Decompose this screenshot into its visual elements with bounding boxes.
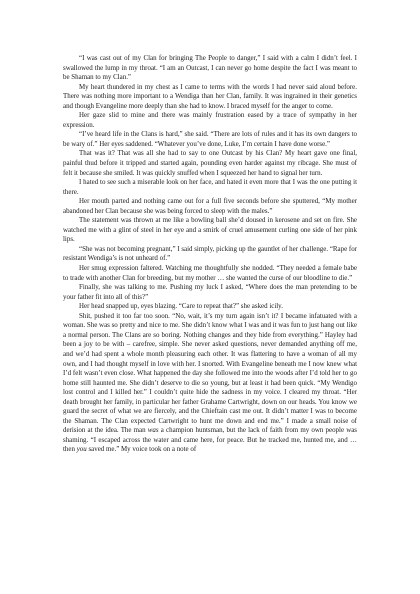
body-paragraph (63, 302, 357, 312)
paragraph-text: The statement was thrown at me like a bowling ball she’d doused in kerosene and set on fire. She watched me with a glint of steel in her eye and a smirk of cruel amusement curling one side of her pink lips. (63, 216, 357, 244)
paragraph-text: Her gaze slid to mine and there was mainly frustration eased by a trace of sympathy in her expression. (63, 111, 357, 129)
paragraph-text: My heart thundered in my chest as I came to terms with the words I had never said aloud before. There was nothing more important to a Wendiga than her Clan, family. It was ingrained in their genetics and though Evangeline more deeply than she had to know. I braced myself for the anger to come. (63, 82, 357, 110)
body-paragraph (63, 83, 357, 112)
body-paragraph (63, 312, 357, 455)
paragraph-text: Her head snapped up, eyes blazing. “Care to repeat that?” she asked icily. (79, 302, 283, 311)
body-paragraph (63, 178, 357, 197)
body-paragraph (63, 130, 357, 149)
body-paragraph (63, 54, 357, 83)
paragraph-text: “I was cast out of my Clan for bringing The People to danger,” I said with a calm I didn’t feel. I swallowed the lump in my throat. “I am an Outcast, I can never go home despite the fact I was meant to be Shaman to my Clan.” (63, 54, 357, 82)
paragraph-text: “She was not becoming pregnant,” I said simply, picking up the gauntlet of her challenge. “Rape for resistant Wendiga’s is not unheard of.” (63, 244, 357, 263)
emphasized-text: you (76, 445, 87, 454)
paragraph-text: Her smug expression faltered. Watching me thoughtfully she nodded. “They needed a female babe to trade with another Clan for breeding, but my mother … she wanted the curse of our bloodline to die.” (63, 264, 357, 282)
body-paragraph (63, 245, 357, 264)
emphasized-text: was (147, 426, 159, 435)
body-paragraph (63, 283, 357, 302)
paragraph-text: “I’ve heard life in the Clans is hard,” she said. “There are lots of rules and it has its own dangers to be wary of.” Her eyes saddened. “Whatever you’ve done, Luke, I’m certain I have done worse.” (63, 130, 357, 148)
paragraph-text: I hated to see such a miserable look on her face, and hated it even more that I was the one putting it there. (63, 178, 357, 196)
body-paragraph (63, 197, 357, 216)
body-paragraph (63, 111, 357, 130)
paragraph-text: saved me.” My voice took on a note of (86, 445, 197, 454)
body-paragraph (63, 264, 357, 283)
paragraph-text: That was it? That was all she had to say to one Outcast by his Clan? My heart gave one final, painful thud before it tripped and started again, pounding even harder against my ribcage. She must of felt it because she smiled. It was quickly snuffed when I squeezed her hand to signal her turn. (63, 149, 357, 177)
body-paragraph (63, 149, 357, 178)
paragraph-text: Her mouth parted and nothing came out for a full five seconds before she sputtered, “My mother abandoned her Clan because she was being forced to sleep with the males.” (63, 197, 357, 215)
paragraph-text: Finally, she was talking to me. Pushing my luck I asked, “Where does the man pretending to be your father fit into all of this?” (63, 283, 357, 301)
page-body-text (63, 54, 357, 455)
body-paragraph (63, 216, 357, 245)
paragraph-text: a champion huntsman, but the lack of faith from my own people was shaming. “I escaped across the water and came here, for peace. But he tracked me, hunted me, and … then (63, 426, 357, 454)
paragraph-text: Shit, pushed it too far too soon. “No, wait, it’s my turn again isn’t it? I became infatuated with a woman. She was so pretty and nice to me. She didn’t know what I was and it was fun to just hang out like a normal person. The Clans are so boring. Nothing changes and they hide from everything.” Hayley had been a joy to be with – carefree, simple. She never asked questions, never demanded anything off me, and we’d had spent a whole month pleasuring each other. It was flattering to have a woman of all my own, and I had thought myself in love with her. I snorted. With Evangeline beneath me I now knew what I’d felt wasn’t even close. What happened the day she followed me into the woods after I’d told her to go home still haunted me. She didn’t deserve to die so young, but at least it had been quick. “My Wendigo lost control and I killed her.” I couldn’t quite hide the sadness in my voice. I cleared my throat. “Her death brought her family, in particular her father Grahame Cartwright, down on our heads. You know we guard the secret of what we are fiercely, and the Chieftain cast me out. It didn’t matter I was to become the Shaman. The Clan expected Cartwright to hunt me down and end me.” I made a small noise of derision at the idea. The man (63, 311, 357, 435)
